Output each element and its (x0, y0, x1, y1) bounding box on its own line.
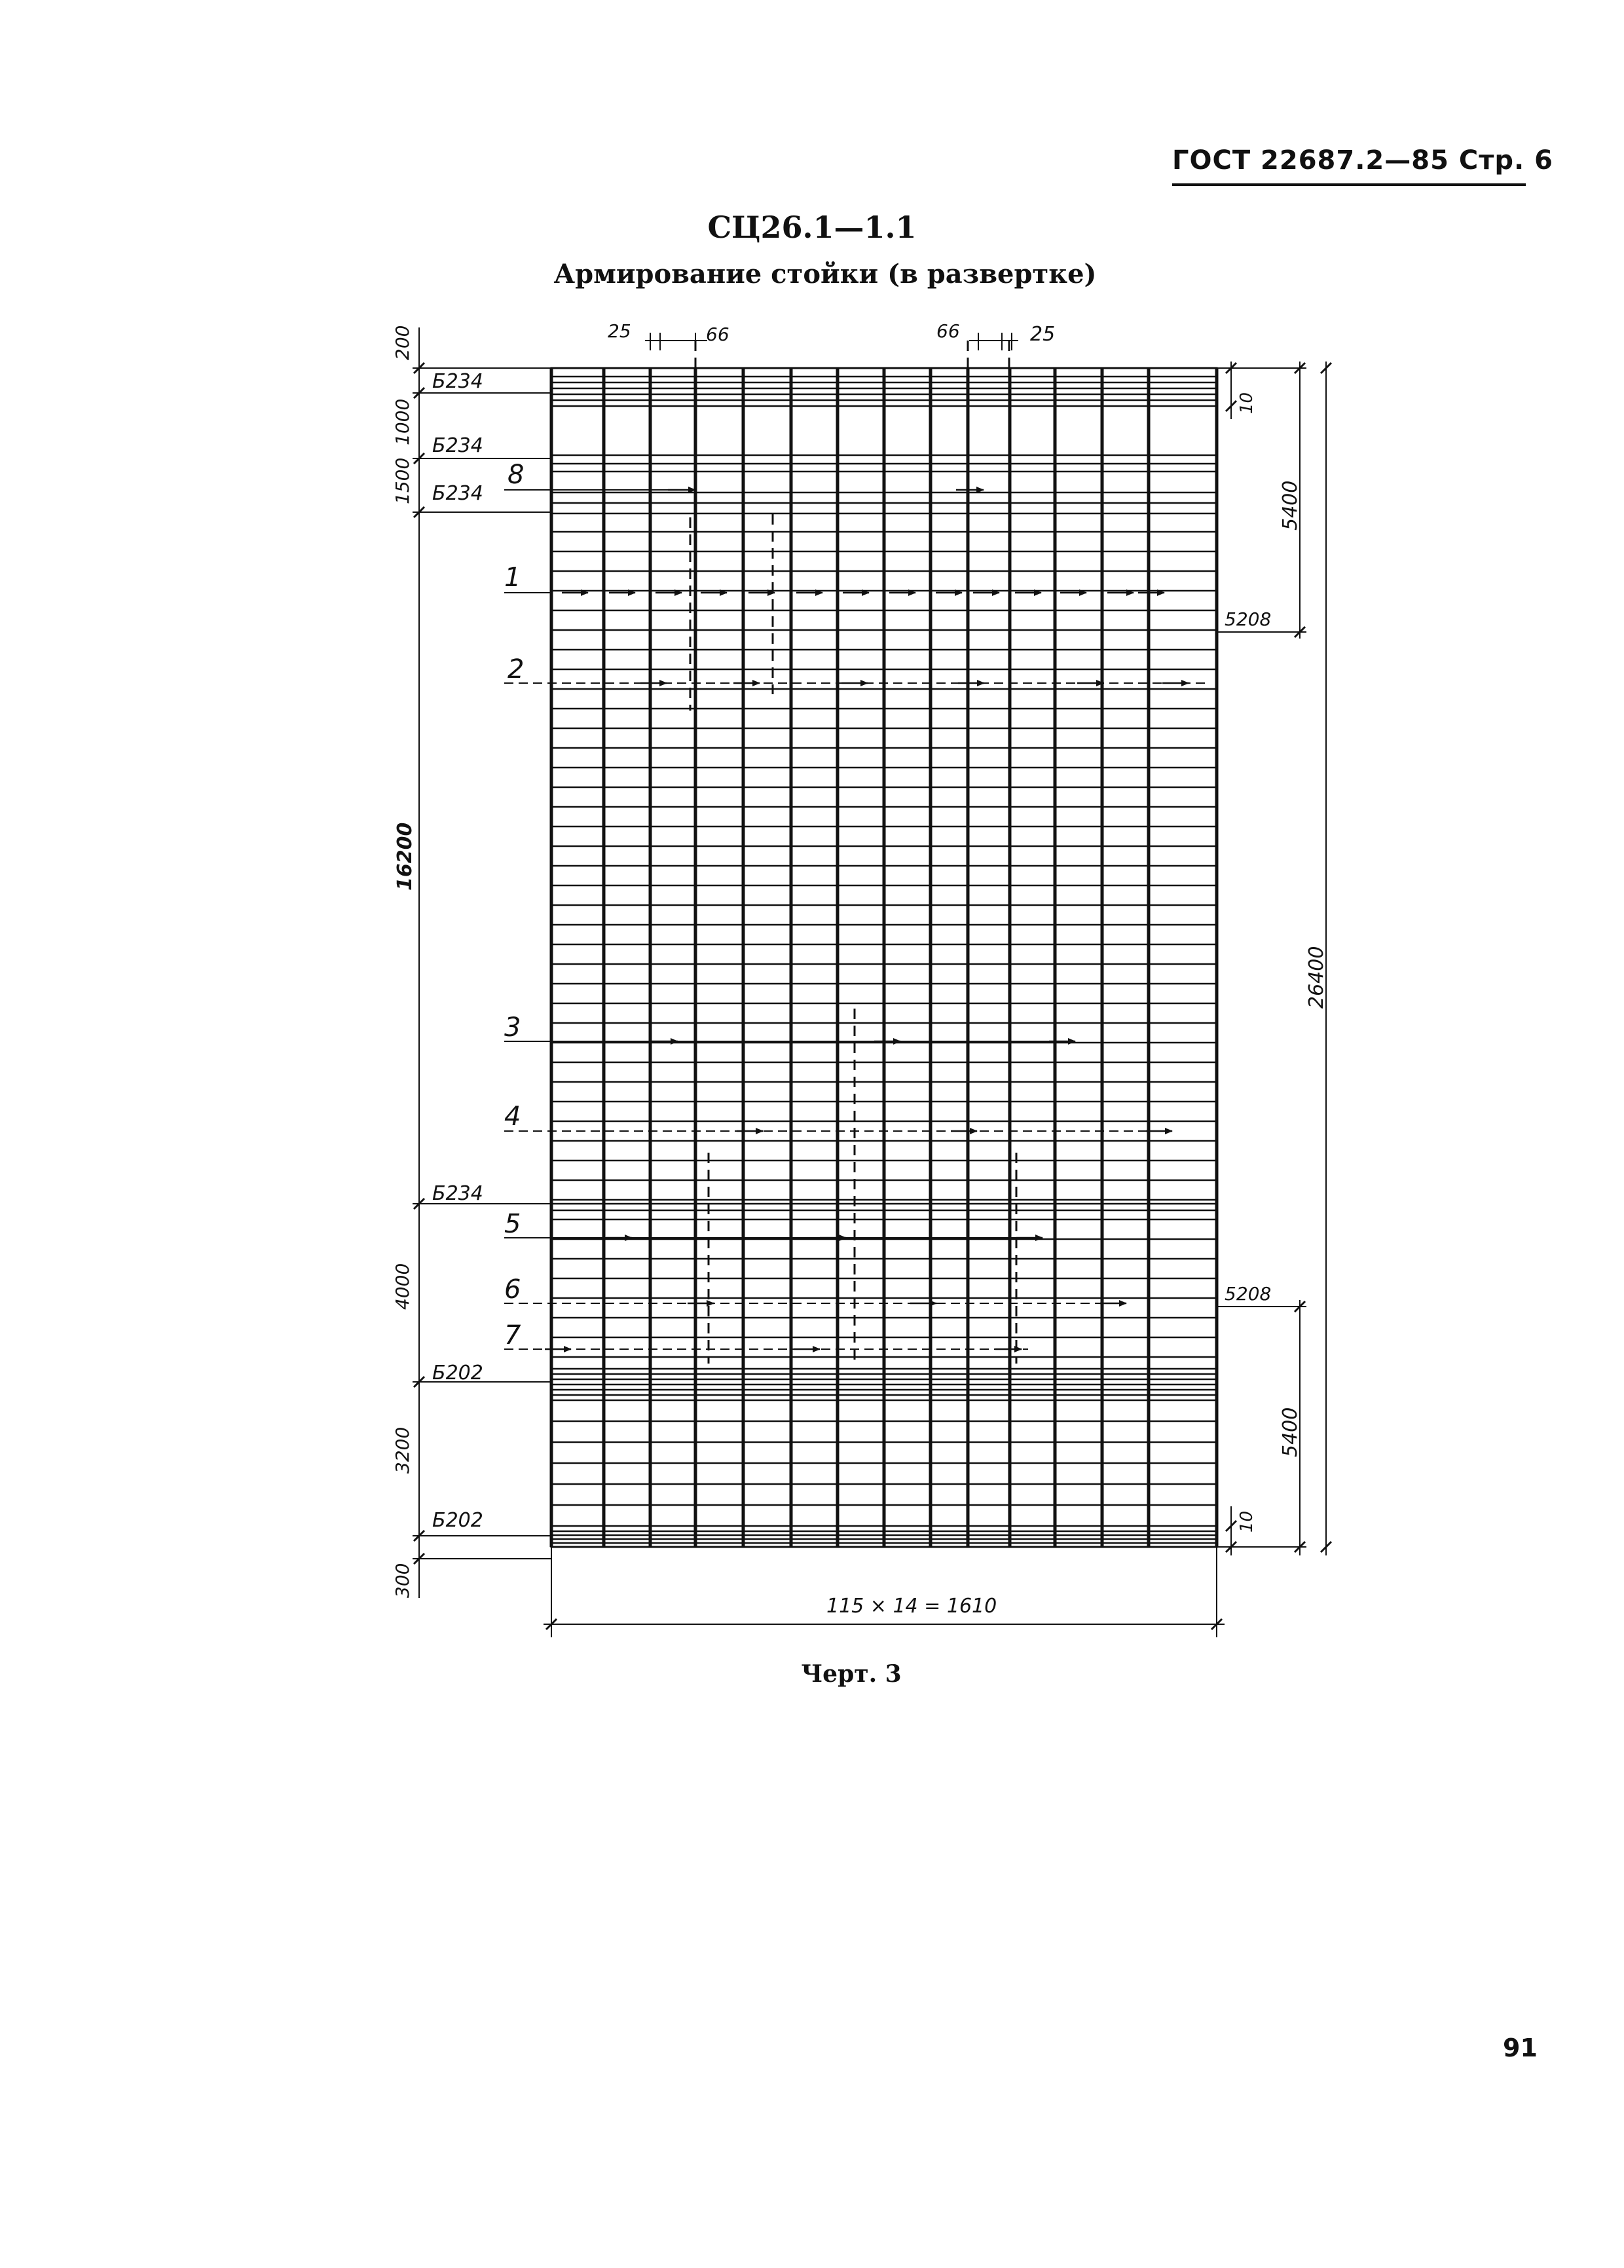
mesh-label-b202-2: Б202 (432, 1509, 483, 1532)
position-label-1: 1 (504, 563, 521, 593)
position-label-8: 8 (507, 460, 525, 490)
dim-left-200: 200 (392, 325, 413, 360)
reinforcement-mesh (551, 341, 1217, 1547)
position-label-7: 7 (504, 1320, 521, 1350)
standard-header: ГОСТ 22687.2—85 Стр. 6 (1172, 145, 1553, 176)
dim-right-5208-top: 5208 (1225, 608, 1272, 630)
position-label-5: 5 (504, 1209, 521, 1239)
dim-right-10-top: 10 (1237, 392, 1257, 414)
dim-left-3200: 3200 (392, 1426, 413, 1474)
dim-right-10-bottom: 10 (1237, 1510, 1257, 1533)
drawing-mark-title: СЦ26.1—1.1 (707, 210, 917, 245)
dim-top-66-left: 66 (706, 324, 729, 345)
dim-left-16200: 16200 (394, 822, 416, 891)
dim-left-1000: 1000 (392, 398, 413, 445)
position-label-2: 2 (507, 654, 525, 684)
drawing-subtitle: Армирование стойки (в развертке) (553, 259, 1097, 289)
mesh-label-b234-3: Б234 (432, 482, 483, 505)
dim-left-300: 300 (392, 1563, 413, 1598)
dim-left-1500: 1500 (392, 457, 413, 504)
mesh-label-b202-1: Б202 (432, 1362, 483, 1385)
dim-top-66-right: 66 (936, 320, 960, 342)
figure-caption: Черт. 3 (801, 1660, 902, 1688)
position-label-4: 4 (504, 1102, 521, 1132)
mesh-label-b234-4: Б234 (432, 1182, 483, 1205)
dim-left-4000: 4000 (392, 1263, 413, 1310)
dim-bottom-width: 115 × 14 = 1610 (826, 1595, 997, 1618)
dim-right-26400: 26400 (1305, 946, 1328, 1009)
mesh-label-b234-2: Б234 (432, 434, 483, 457)
position-label-3: 3 (504, 1013, 521, 1043)
dim-top-25-right: 25 (1030, 323, 1056, 346)
mesh-label-b234-1: Б234 (432, 370, 483, 393)
dim-right-5400-bottom: 5400 (1279, 1407, 1302, 1457)
dim-right-5208-bottom: 5208 (1225, 1283, 1272, 1305)
position-label-6: 6 (504, 1274, 521, 1305)
page-number: 91 (1503, 2034, 1538, 2062)
dim-top-25-left: 25 (608, 320, 631, 342)
dim-right-5400-top: 5400 (1279, 480, 1302, 530)
